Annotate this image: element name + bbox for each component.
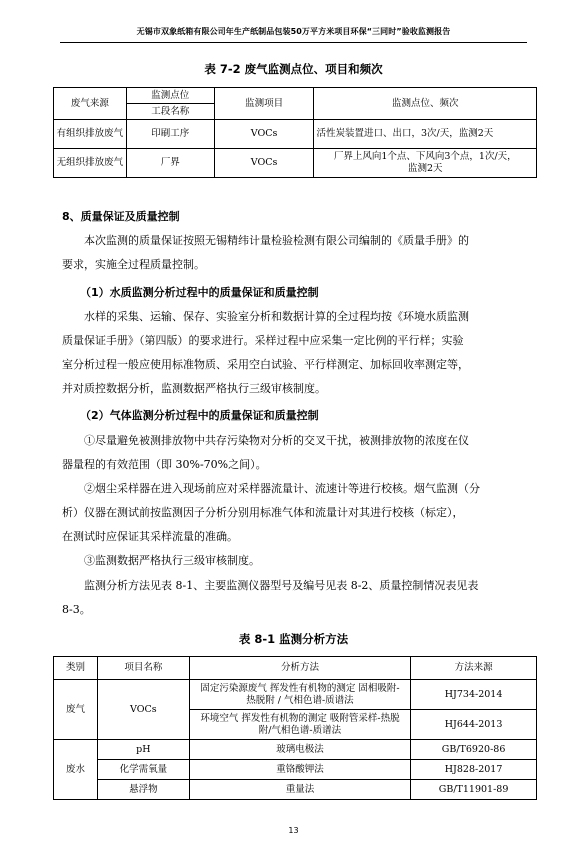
cell-freq-line1: 厂界上风向1个点、下风向3个点，1次/天， (333, 151, 517, 162)
cell-method-source: GB/T11901-89 (411, 780, 537, 800)
cell-freq-line2: 监测2天 (407, 163, 443, 174)
th-item: 监测项目 (214, 88, 314, 120)
cell-source: 无组织排放废气 (54, 149, 127, 178)
table-row (54, 780, 537, 800)
cell-method-source: GB/T6920-86 (411, 740, 537, 760)
paragraph-line: 要求，实施全过程质量控制。 (62, 258, 205, 271)
cell-method-line2: 附/气相色谱-质谱法 (258, 724, 342, 736)
cell-process: 印刷工序 (126, 120, 214, 149)
cell-method-source: HJ734-2014 (411, 680, 537, 710)
section-8-heading: 8、质量保证及质量控制 (62, 210, 180, 223)
cell-method: 重量法 (189, 780, 410, 800)
cell-method-line1: 固定污染源废气 挥发性有机物的测定 固相吸附- (200, 682, 400, 694)
th-method-source: 方法来源 (411, 657, 537, 680)
table-row (54, 760, 537, 780)
cell-item: VOCs (214, 149, 314, 178)
cell-category: 废气 (54, 680, 98, 740)
cell-method-line1: 环境空气 挥发性有机物的测定 吸附管采样-热脱 (200, 712, 400, 724)
th-process: 工段名称 (126, 104, 214, 120)
cell-method-source: HJ644-2013 (411, 710, 537, 740)
table-7-2 (53, 87, 537, 178)
subsection-2-heading: （2）气体监测分析过程中的质量保证和质量控制 (80, 409, 319, 422)
cell-item-name: VOCs (97, 680, 189, 740)
table-8-1 (53, 656, 537, 800)
cell-freq: 活性炭装置进口、出口，3次/天，监测2天 (314, 120, 537, 149)
paragraph-line: 析）仪器在测试前按监测因子分析分别用标准气体和流量计对其进行校核（标定）， (62, 506, 464, 519)
th-freq: 监测点位、频次 (314, 88, 537, 120)
table-row (54, 657, 537, 680)
header-rule (60, 42, 527, 43)
table-row (54, 149, 537, 178)
cell-category: 废水 (54, 740, 98, 800)
cell-item: VOCs (214, 120, 314, 149)
th-category: 类别 (54, 657, 98, 680)
subsection-1-heading: （1）水质监测分析过程中的质量保证和质量控制 (80, 286, 319, 299)
paragraph-line: ③监测数据严格执行三级审核制度。 (84, 554, 260, 567)
cell-method: 玻璃电极法 (189, 740, 410, 760)
th-method: 分析方法 (189, 657, 410, 680)
cell-item-name: pH (97, 740, 189, 760)
cell-freq (314, 149, 537, 178)
paragraph-line: 水样的采集、运输、保存、实验室分析和数据计算的全过程均按《环境水质监测 (84, 310, 469, 323)
paragraph-line: ②烟尘采样器在进入现场前应对采样器流量计、流速计等进行校核。烟气监测（分 (84, 482, 480, 495)
cell-method-source: HJ828-2017 (411, 760, 537, 780)
report-header: 无锡市双象纸箱有限公司年生产纸制品包装50万平方米项目环保“三同时”验收监测报告 (136, 27, 451, 36)
cell-method (189, 710, 410, 740)
cell-item-name: 悬浮物 (97, 780, 189, 800)
cell-method-line2: 热脱附 / 气相色谱-质谱法 (246, 694, 354, 706)
cell-process: 厂界 (126, 149, 214, 178)
th-source: 废气来源 (54, 88, 127, 120)
table-row (54, 120, 537, 149)
table-row (54, 740, 537, 760)
cell-item-name: 化学需氧量 (97, 760, 189, 780)
paragraph-line: 质量保证手册》（第四版）的要求进行。采样过程中应采集一定比例的平行样；实验 (62, 334, 464, 347)
paragraph-line: 在测试时应保证其采样流量的准确。 (62, 530, 238, 543)
paragraph-line: 室分析过程一般应使用标准物质、采用空白试验、平行样测定、加标回收率测定等， (62, 358, 469, 371)
table-8-1-caption: 表 8-1 监测分析方法 (238, 632, 349, 646)
paragraph-line: 本次监测的质量保证按照无锡精纬计量检验检测有限公司编制的《质量手册》的 (84, 234, 469, 247)
paragraph-line: 监测分析方法见表 8-1、主要监测仪器型号及编号见表 8-2、质量控制情况表见表 (84, 579, 479, 592)
table-row (54, 88, 537, 104)
table-7-2-caption: 表 7-2 废气监测点位、项目和频次 (204, 62, 383, 76)
paragraph-line: 8-3。 (62, 603, 91, 616)
page-number: 13 (288, 826, 299, 835)
paragraph-line: 器量程的有效范围（即 30%-70%之间）。 (62, 458, 267, 471)
th-point: 监测点位 (126, 88, 214, 104)
paragraph-line: ①尽量避免被测排放物中共存污染物对分析的交叉干扰，被测排放物的浓度在仪 (84, 434, 469, 447)
paragraph-line: 并对质控数据分析，监测数据严格执行三级审核制度。 (62, 382, 326, 395)
cell-method (189, 680, 410, 710)
cell-source: 有组织排放废气 (54, 120, 127, 149)
table-row (54, 680, 537, 710)
cell-method: 重铬酸钾法 (189, 760, 410, 780)
th-item-name: 项目名称 (97, 657, 189, 680)
